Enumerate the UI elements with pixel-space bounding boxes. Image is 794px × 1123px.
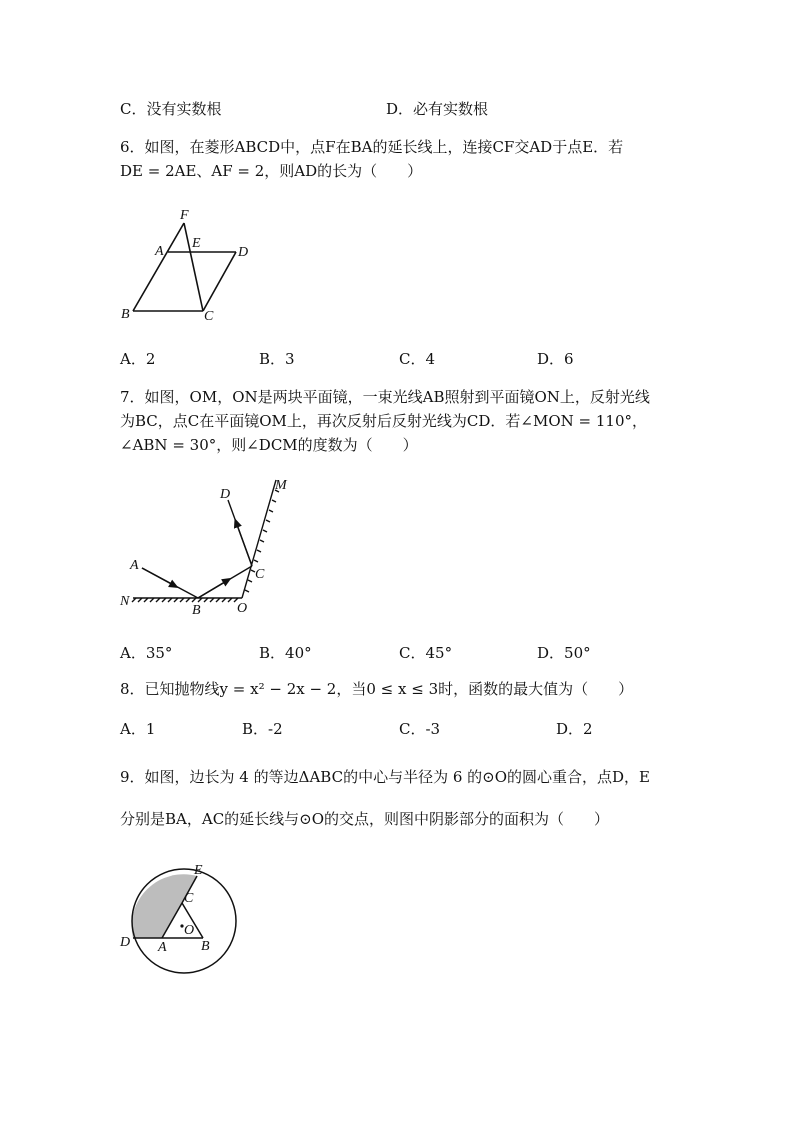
q7-option-c: C．45° bbox=[399, 644, 453, 662]
q7-stem-line3: ∠ABN = 30°，则∠DCM的度数为（ ） bbox=[120, 436, 418, 454]
q9-label-c: C bbox=[184, 891, 194, 906]
q9-label-d: D bbox=[120, 935, 131, 950]
q6-label-c: C bbox=[204, 309, 214, 324]
q7-option-d: D．50° bbox=[537, 644, 591, 662]
q7-label-d: D bbox=[220, 487, 231, 502]
q7-option-a: A．35° bbox=[120, 644, 173, 662]
q7-label-a: A bbox=[130, 558, 139, 573]
q6-label-a: A bbox=[155, 244, 164, 259]
q5-option-c: C．没有实数根 bbox=[120, 100, 222, 118]
q8-option-d: D．2 bbox=[556, 720, 593, 738]
q9-label-e: E bbox=[194, 863, 203, 878]
q6-stem-line1: 6．如图，在菱形ABCD中，点F在BA的延长线上，连接CF交AD于点E．若 bbox=[120, 138, 624, 156]
q6-label-b: B bbox=[121, 307, 130, 322]
q7-stem-line2: 为BC，点C在平面镜OM上，再次反射后反射光线为CD．若∠MON = 110°， bbox=[120, 412, 648, 430]
q5-option-d: D．必有实数根 bbox=[386, 100, 489, 118]
q8-option-c: C．-3 bbox=[399, 720, 441, 738]
q7-label-b: B bbox=[192, 603, 201, 618]
q9-label-b: B bbox=[201, 939, 210, 954]
q8-stem-line1: 8．已知抛物线y = x² − 2x − 2，当0 ≤ x ≤ 3时，函数的最大值为（ ） bbox=[120, 680, 634, 698]
q6-option-c: C．4 bbox=[399, 350, 436, 368]
q8-option-a: A．1 bbox=[120, 720, 156, 738]
q8-option-b: B．-2 bbox=[242, 720, 283, 738]
q7-label-n: N bbox=[120, 594, 130, 609]
q6-option-b: B．3 bbox=[259, 350, 295, 368]
q6-option-d: D．6 bbox=[537, 350, 574, 368]
q6-stem-line2: DE = 2AE、AF = 2，则AD的长为（ ） bbox=[120, 162, 423, 180]
q6-label-f: F bbox=[180, 208, 189, 223]
q6-label-e: E bbox=[192, 236, 201, 251]
q6-option-a: A．2 bbox=[120, 350, 156, 368]
q7-stem-line1: 7．如图，OM，ON是两块平面镜，一束光线AB照射到平面镜ON上，反射光线 bbox=[120, 388, 650, 406]
q9-stem-line2: 分别是BA，AC的延长线与⊙O的交点，则图中阴影部分的面积为（ ） bbox=[120, 810, 610, 828]
q7-label-o: O bbox=[237, 601, 248, 616]
q7-label-c: C bbox=[255, 567, 265, 582]
q9-label-o: O bbox=[184, 923, 195, 938]
q9-label-a: A bbox=[158, 940, 167, 955]
q6-label-d: D bbox=[238, 245, 249, 260]
q7-label-m: M bbox=[275, 478, 287, 493]
q7-option-b: B．40° bbox=[259, 644, 312, 662]
q9-stem-line1: 9．如图，边长为 4 的等边ΔABC的中心与半径为 6 的⊙O的圆心重合，点D，E bbox=[120, 768, 650, 786]
